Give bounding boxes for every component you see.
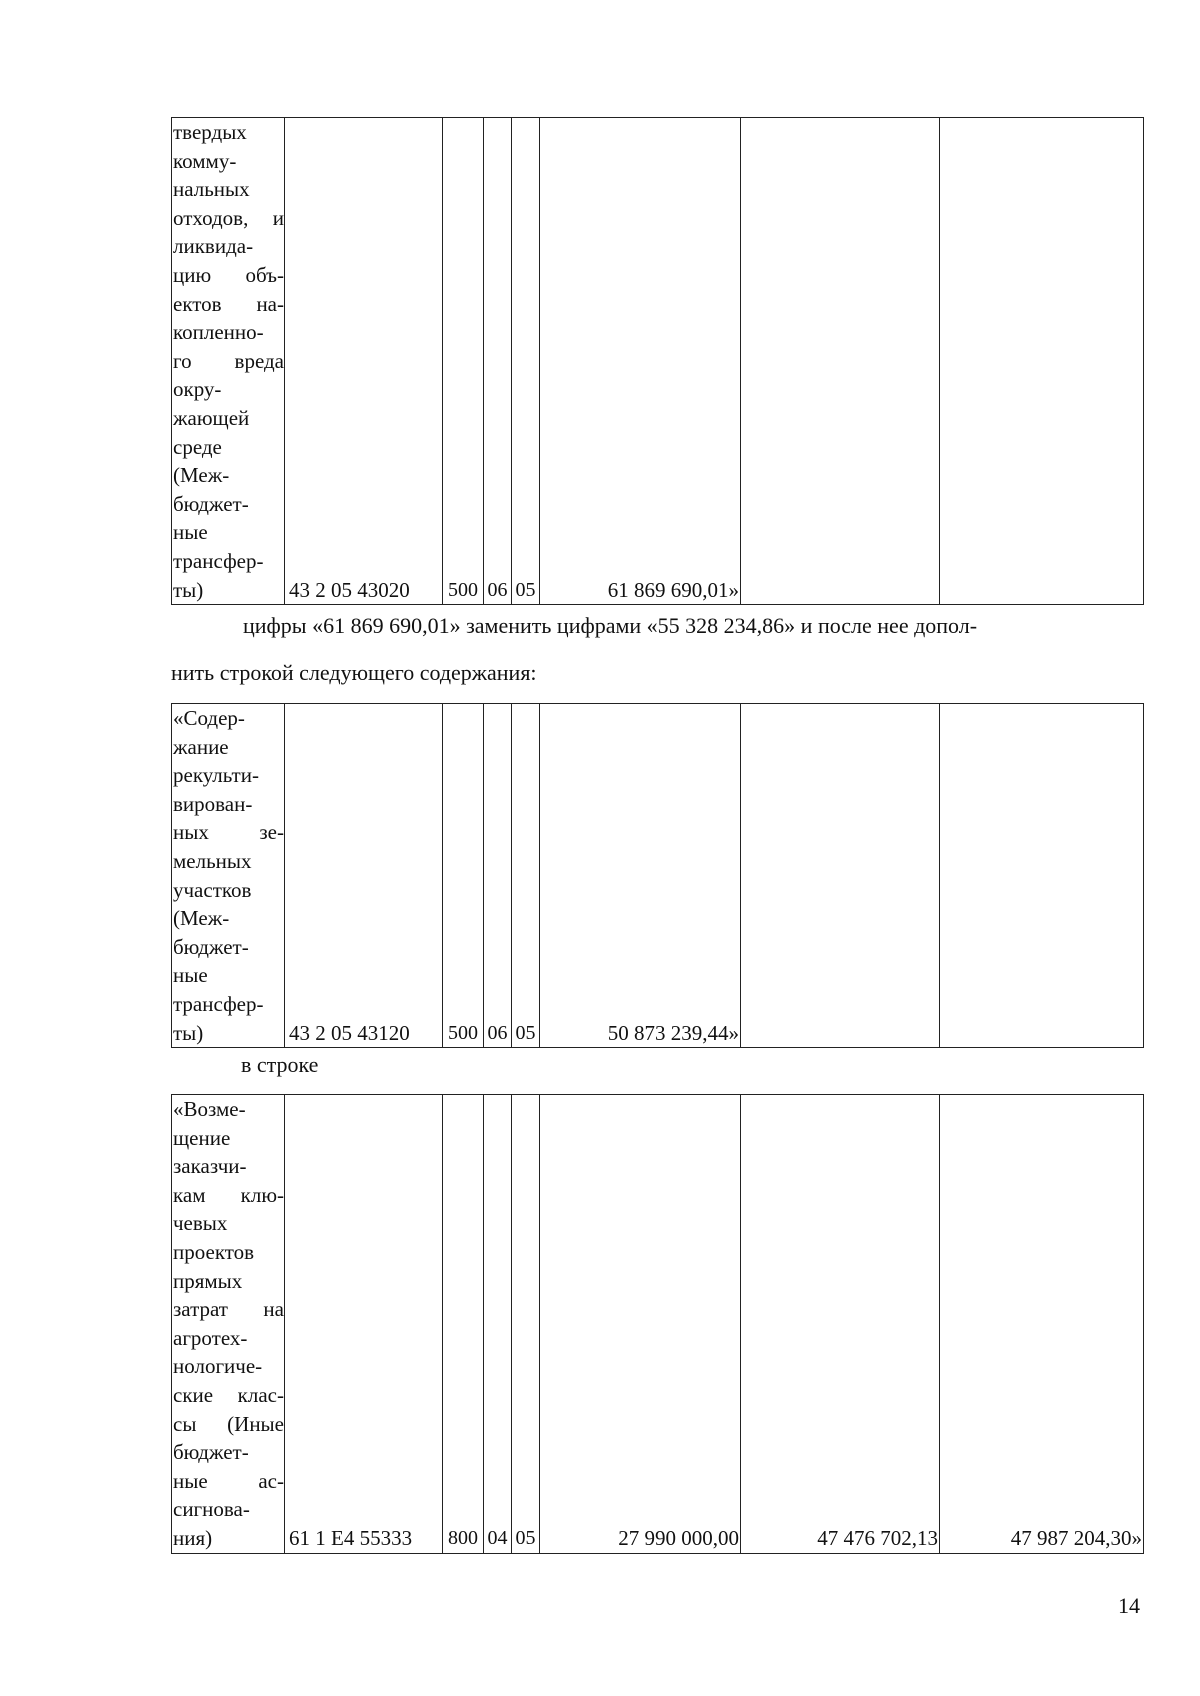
budget-table-3 [171,1094,1144,1554]
expense-name-line: ектов на- [173,291,284,316]
expense-name-line: мельных [173,848,252,873]
table-row [172,704,1144,1048]
amendment-text-line: в строке [241,1052,319,1077]
expense-name [173,704,284,1047]
expense-name-line: ские клас- [173,1382,284,1407]
amount-year-2 [741,118,940,605]
amount-year-3: 47 987 204,30» [940,1095,1144,1554]
expense-name-line: ния) [173,1525,213,1550]
subsection-code: 05 [512,118,540,605]
subsection-code: 05 [512,704,540,1048]
expense-name-line: го вреда [173,348,284,373]
expense-name-line: сигнова- [173,1497,250,1522]
expense-name-cell [172,1095,285,1554]
expense-name-line: среде [173,434,222,459]
amount-year-1: 27 990 000,00 [540,1095,741,1554]
target-article-code: 43 2 05 43020 [285,118,443,605]
budget-table-2 [171,703,1144,1048]
expense-name-line: проектов [173,1239,255,1264]
amount-year-3 [940,704,1144,1048]
expense-name-line: «Возме- [173,1097,246,1121]
expense-name-line: нальных [173,177,250,202]
expense-name-line: комму- [173,148,237,173]
budget-table-1 [171,117,1144,605]
expense-name-cell [172,704,285,1048]
expense-name-line: твердых [173,120,247,144]
amount-year-2: 47 476 702,13 [741,1095,940,1554]
expense-name-line: копленно- [173,320,264,345]
expense-name-line: трансфер- [173,548,264,573]
expense-name-line: жание [173,734,229,759]
expense-name-line: участков [173,877,252,902]
expense-name-line: ных зе- [173,820,284,845]
amount-year-1: 61 869 690,01» [540,118,741,605]
expense-name-line: отходов, и [173,205,284,230]
amendment-text-line: цифры «61 869 690,01» заменить цифрами «55 328 234,86» и после нее допол- [243,613,978,638]
expense-name-line: бюджет- [173,491,249,516]
expense-name-line: нологиче- [173,1354,263,1379]
expense-name-line: (Меж- [173,906,230,931]
expense-name [173,1095,284,1553]
expense-name-line: цию объ- [173,262,284,287]
expense-name-line: агротех- [173,1325,248,1350]
expense-type-code: 500 [443,118,484,605]
expense-name-line: бюджет- [173,1440,249,1465]
table-row [172,118,1144,605]
expense-name-line: щение [173,1125,231,1150]
target-article-code: 43 2 05 43120 [285,704,443,1048]
expense-name-line: окру- [173,377,222,402]
expense-name-line: жающей [173,405,250,430]
amount-year-2 [741,704,940,1048]
expense-name-line: ные [173,520,208,545]
expense-name-line: «Содер- [173,706,245,730]
expense-name-line: сы (Иные [173,1411,284,1436]
expense-name-line: рекульти- [173,763,259,788]
expense-name-line: ные [173,963,208,988]
expense-name [173,118,284,604]
page-number: 14 [1118,1593,1140,1618]
expense-type-code: 500 [443,704,484,1048]
expense-name-cell [172,118,285,605]
expense-name-line: (Меж- [173,463,230,488]
expense-name-line: прямых [173,1268,243,1293]
section-code: 04 [484,1095,512,1554]
expense-name-line: трансфер- [173,991,264,1016]
expense-name-line: заказчи- [173,1154,247,1179]
amount-year-1: 50 873 239,44» [540,704,741,1048]
expense-type-code: 800 [443,1095,484,1554]
expense-name-line: вирован- [173,791,253,816]
expense-name-line: ты) [173,577,204,602]
table-row [172,1095,1144,1554]
section-code: 06 [484,704,512,1048]
expense-name-line: бюджет- [173,934,249,959]
expense-name-line: чевых [173,1211,228,1236]
subsection-code: 05 [512,1095,540,1554]
expense-name-line: ные ас- [173,1468,284,1493]
expense-name-line: ликвида- [173,234,254,259]
amount-year-3 [940,118,1144,605]
expense-name-line: кам клю- [173,1182,284,1207]
section-code: 06 [484,118,512,605]
expense-name-line: затрат на [173,1297,284,1322]
amendment-text-line: нить строкой следующего содержания: [171,660,537,685]
target-article-code: 61 1 E4 55333 [285,1095,443,1554]
expense-name-line: ты) [173,1020,204,1045]
